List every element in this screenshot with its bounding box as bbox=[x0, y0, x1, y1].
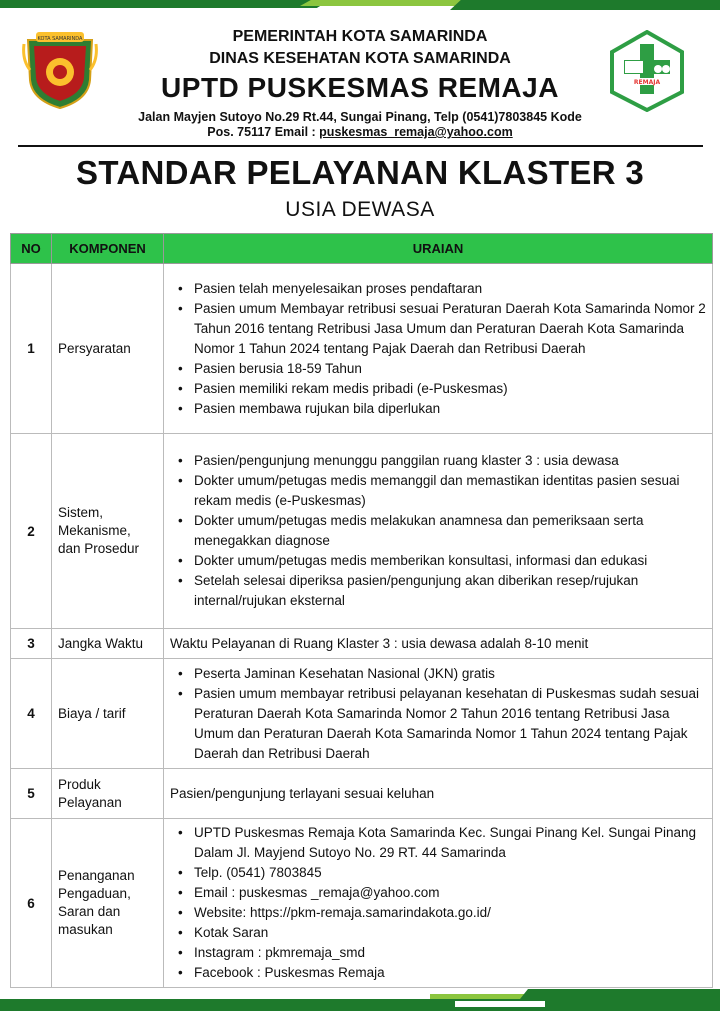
row-description bbox=[164, 659, 713, 769]
list-item: • UPTD Puskesmas Remaja Kota Samarinda Kec. Sungai Pinang Kel. Sungai Pinang Dalam Jl. Mayjend Sutoyo No. 29 RT. 44 Samarinda bbox=[194, 823, 708, 863]
list-item: • Setelah selesai diperiksa pasien/pengunjung akan diberikan resep/rujukan internal/rujukan eksternal bbox=[194, 571, 708, 611]
header-contact bbox=[100, 125, 620, 139]
row-number: 1 bbox=[11, 264, 52, 434]
top-stripe-light bbox=[300, 0, 480, 6]
column-header-komponen: KOMPONEN bbox=[52, 234, 164, 264]
row-number: 4 bbox=[11, 659, 52, 769]
city-seal-icon bbox=[22, 30, 98, 110]
row-number: 6 bbox=[11, 819, 52, 988]
description-list bbox=[170, 451, 708, 611]
list-item: • Pasien berusia 18-59 Tahun bbox=[194, 359, 708, 379]
table-row bbox=[11, 264, 713, 434]
row-description bbox=[164, 264, 713, 434]
row-component: Jangka Waktu bbox=[52, 629, 164, 659]
list-item-website: • Website: https://pkm-remaja.samarindakota.go.id/ bbox=[194, 903, 708, 923]
table-row bbox=[11, 629, 713, 659]
description-list bbox=[170, 664, 708, 764]
bottom-stripe-gap bbox=[455, 1001, 545, 1007]
column-header-uraian: URAIAN bbox=[164, 234, 713, 264]
list-item-facebook: • Facebook : Puskesmas Remaja bbox=[194, 963, 708, 983]
row-component: Sistem, Mekanisme, dan Prosedur bbox=[52, 434, 164, 629]
top-decorative-bar bbox=[0, 0, 720, 10]
list-item: • Pasien umum membayar retribusi pelayanan kesehatan di Puskesmas sudah sesuai Peraturan Daerah Kota Samarinda Nomor 2 Tahun 2016 tentang Retribusi Jasa Umum dan Peraturan Daerah Kota Samarinda Nomor 1 Tahun 2024 tentang Pajak Daerah dan Retribusi Daerah bbox=[194, 684, 708, 764]
list-item: • Pasien telah menyelesaikan proses pendaftaran bbox=[194, 279, 708, 299]
list-item: • Dokter umum/petugas medis memanggil dan memastikan identitas pasien sesuai rekam medis (e-Puskesmas) bbox=[194, 471, 708, 511]
table-row bbox=[11, 434, 713, 629]
header-puskesmas-name: UPTD PUSKESMAS REMAJA bbox=[161, 72, 559, 103]
row-description bbox=[164, 434, 713, 629]
list-item: • Telp. (0541) 7803845 bbox=[194, 863, 708, 883]
bottom-decorative-bar bbox=[0, 975, 720, 1011]
row-number: 2 bbox=[11, 434, 52, 629]
row-component: Persyaratan bbox=[52, 264, 164, 434]
table-row bbox=[11, 659, 713, 769]
table-header-row bbox=[11, 234, 713, 264]
list-item: • Pasien umum Membayar retribusi sesuai Peraturan Daerah Kota Samarinda Nomor 2 Tahun 2016 tentang Retribusi Jasa Umum dan Peraturan Daerah Kota Samarinda Nomor 1 Tahun 2024 tentang Pajak Daerah dan Retribusi Daerah bbox=[194, 299, 708, 359]
svg-text:KOTA SAMARINDA: KOTA SAMARINDA bbox=[37, 36, 83, 42]
service-standard-table bbox=[10, 233, 713, 988]
row-component: Penanganan Pengaduan, Saran dan masukan bbox=[52, 819, 164, 988]
page-title: STANDAR PELAYANAN KLASTER 3 bbox=[76, 154, 644, 191]
header-divider bbox=[18, 145, 703, 147]
description-list bbox=[170, 823, 708, 983]
description-list bbox=[170, 279, 708, 419]
table-row bbox=[11, 819, 713, 988]
top-stripe-dark-right bbox=[450, 0, 720, 10]
row-number: 3 bbox=[11, 629, 52, 659]
puskesmas-remaja-logo-icon bbox=[610, 30, 684, 112]
row-description: Pasien/pengunjung terlayani sesuai keluhan bbox=[164, 769, 713, 819]
list-item: • Kotak Saran bbox=[194, 923, 708, 943]
header-email-link[interactable]: puskesmas_remaja@yahoo.com bbox=[319, 125, 513, 139]
row-number: 5 bbox=[11, 769, 52, 819]
bottom-stripe-dark bbox=[0, 999, 720, 1011]
bottom-stripe-dark-right bbox=[520, 989, 720, 999]
row-component: Produk Pelayanan bbox=[52, 769, 164, 819]
list-item-email: • Email : puskesmas _remaja@yahoo.com bbox=[194, 883, 708, 903]
list-item: • Dokter umum/petugas medis melakukan anamnesa dan pemeriksaan serta menegakkan diagnose bbox=[194, 511, 708, 551]
list-item: • Pasien memiliki rekam medis pribadi (e-Puskesmas) bbox=[194, 379, 708, 399]
top-stripe-dark bbox=[0, 0, 330, 8]
list-item: • Peserta Jaminan Kesehatan Nasional (JKN) gratis bbox=[194, 664, 708, 684]
list-item: • Dokter umum/petugas medis memberikan konsultasi, informasi dan edukasi bbox=[194, 551, 708, 571]
list-item: • Pasien/pengunjung menunggu panggilan ruang klaster 3 : usia dewasa bbox=[194, 451, 708, 471]
list-item-instagram: • Instagram : pkmremaja_smd bbox=[194, 943, 708, 963]
svg-text:REMAJA: REMAJA bbox=[633, 79, 661, 86]
row-description bbox=[164, 819, 713, 988]
header-address: Jalan Mayjen Sutoyo No.29 Rt.44, Sungai Pinang, Telp (0541)7803845 Kode bbox=[138, 110, 582, 124]
row-component: Biaya / tarif bbox=[52, 659, 164, 769]
row-description: Waktu Pelayanan di Ruang Klaster 3 : usia dewasa adalah 8-10 menit bbox=[164, 629, 713, 659]
table-row bbox=[11, 769, 713, 819]
header-department: DINAS KESEHATAN KOTA SAMARINDA bbox=[209, 50, 511, 67]
column-header-no: NO bbox=[11, 234, 52, 264]
header-contact-prefix: Pos. 75117 Email : bbox=[207, 125, 320, 139]
page-subtitle: USIA DEWASA bbox=[285, 198, 435, 221]
list-item: • Pasien membawa rujukan bila diperlukan bbox=[194, 399, 708, 419]
header-government: PEMERINTAH KOTA SAMARINDA bbox=[232, 28, 488, 45]
